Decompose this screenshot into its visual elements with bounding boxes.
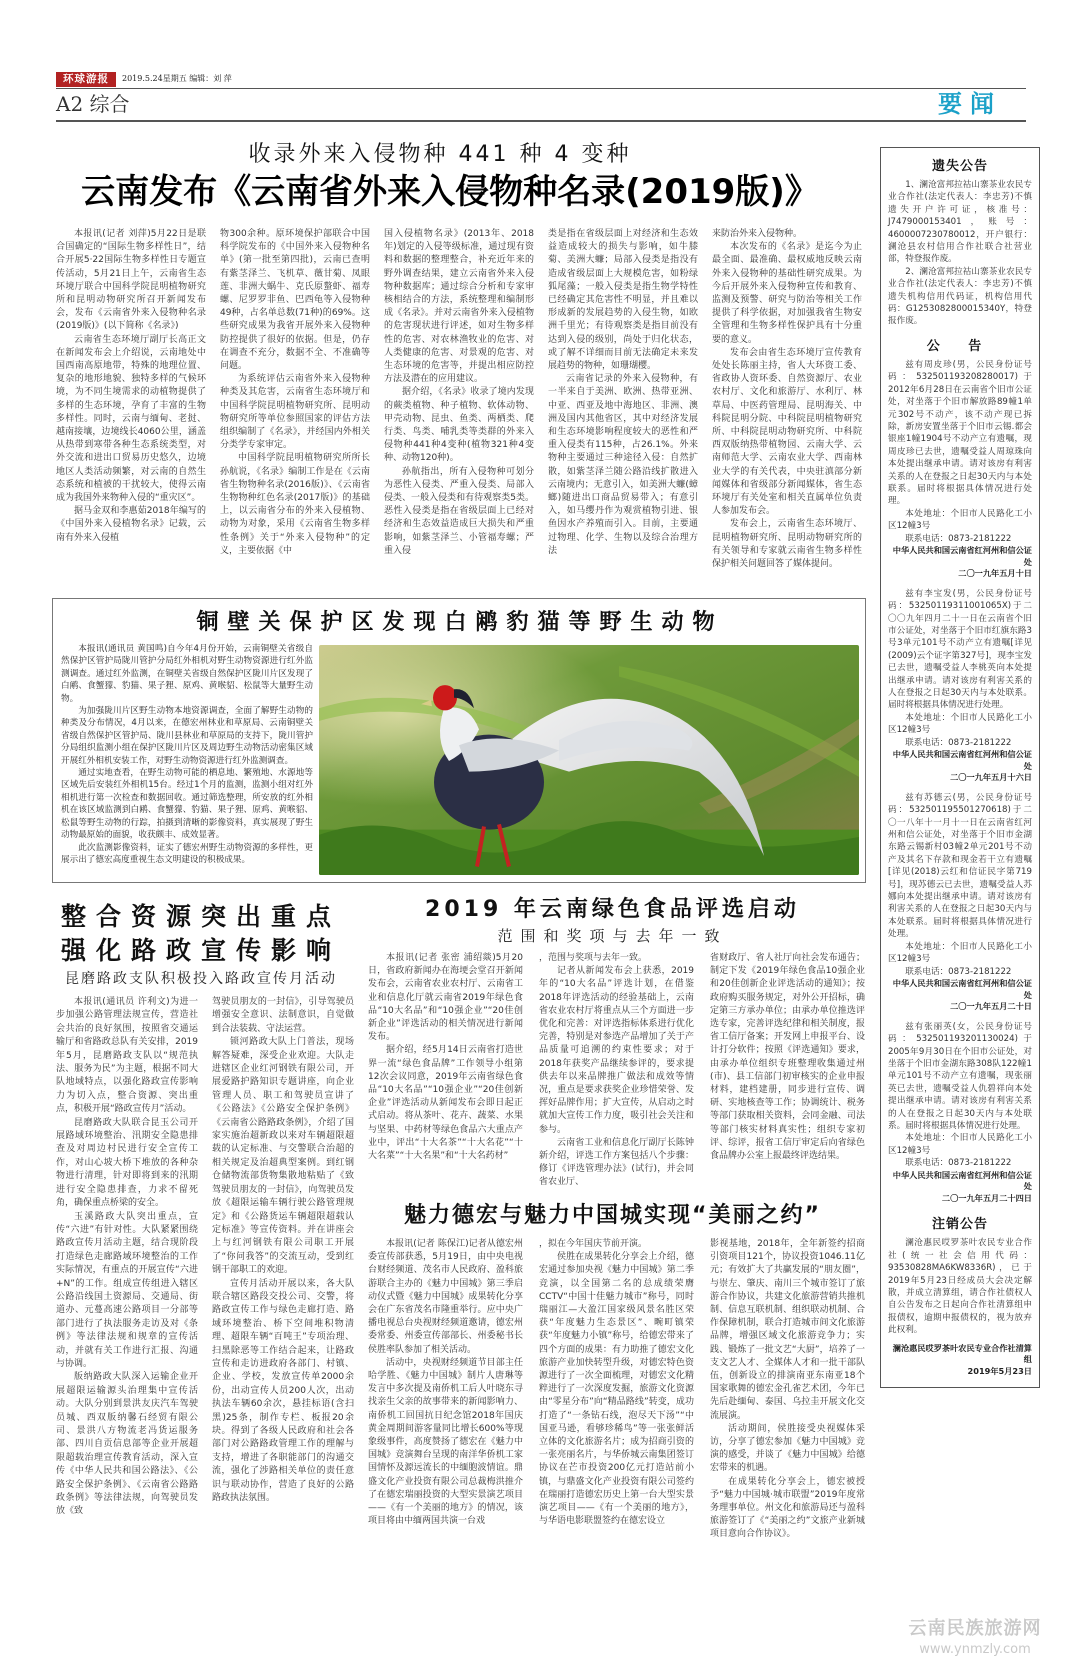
article-paragraph: 本报讯(记者 刘萍)5月22日是联合国确定的“国际生物多样性日”，结合开展5·22国际生物多样性日专题宣传活动，5月21日上午，云南省生态环境厅联合中国科学院昆明植物研究所和昆明动物研究所召开新闻发布会，发布《云南省外来入侵物种名录(2019版)》(以下简称《名录》) — [56, 229, 206, 332]
article-paragraph: 类是指在省级层面上对经济和生态效益造成较大的损失与影响，如牛膝菊、美洲大蠊；局部入侵类是指没有造成省级层面上大规模危害，如粉绿狐尾藻；一般入侵类是指生物学特性已经确定其危害性不明显，并且难以形成新的发展趋势的入侵生物，如欧洲千里光；有待观察类是指目前没有达到入侵的级别，尚处于归化状态，或了解不详细而目前无法确定未来发展趋势的物种，如珊瑚樱。 — [548, 229, 698, 372]
notice-address: 本处地址：个旧市人民路化工小区12幢3号 — [888, 508, 1032, 532]
lead-article-body — [56, 228, 868, 571]
dehong-headline: 魅力德宏与魅力中国城实现“美丽之约” — [404, 1203, 821, 1228]
page-number: A2 — [56, 92, 84, 116]
lost-notice — [888, 158, 1032, 328]
article-paragraph: 活动中，央视财经频道节目部主任哈学胜、《魅力中国城》制片人唐琳等发言中多次提及南侨机工后人叶晓东寻找亲生父亲的故事带来的新闻影响力、南侨机工回国抗日纪念馆2018年国庆黄金周期间游客量同比增长600%等现象级事件，高度赞扬了德宏在《魅力中国城》竞演舞台呈现的南洋华侨机工家国情怀及源远流长的中缅胞波情谊。鼎盛文化产业投资有限公司总裁梅洪推介了在德宏瑞丽投资的大型实景演艺项目——《有一个美丽的地方》的情况，该项目将由中缅两国共演一台戏 — [368, 1357, 523, 1527]
text-column — [384, 228, 534, 571]
article-paragraph: 据马金双和李惠茹2018年编写的《中国外来入侵植物名录》记载，云南有外来入侵植 — [56, 506, 206, 543]
notice-address: 本处地址：个旧市人民路化工小区12幢3号 — [888, 712, 1032, 736]
article-paragraph: 昆磨路政大队联合昆玉公司开展路域环境整治、汛期安全隐患排查及对周边村民进行安全宣传工作，对山心坡大桥下堆放的各种杂物进行清理，针对即将到来的汛期进行安全隐患排查，力求不留死角，确保重点桥梁的安全。 — [56, 1117, 198, 1209]
section-label — [56, 92, 130, 116]
road-headline — [56, 900, 346, 968]
road-headline-line1: 整合资源突出重点 — [60, 902, 341, 931]
article-paragraph: 发布会由省生态环境厅宣传教育处处长陈丽主持，省人大环资工委、省政协人资环委、自然资源厅、农业农村厅、文化和旅游厅、水利厅、林草局、中医药管理局、昆明海关、中科院昆明分院、中科院昆明植物研究所、中科院昆明动物研究所、中科院西双版纳热带植物园、云南大学、云南师范大学、云南农业大学、西南林业大学的有关代表，中央驻滇部分新闻媒体和省级部分新闻媒体，省生态环境厅有关处室和相关直属单位负责人参加发布会。 — [712, 347, 862, 517]
header-rule-bottom — [56, 120, 1026, 122]
article-paragraph: 中国科学院昆明植物研究所所长孙航说，《名录》编制工作是在《云南省生物物种名录(2016版)》、《云南省生物物种红色名录(2017版)》的基础上，以云南省分布的外来入侵植物、动物为对象，采用《云南省生物多样性条例》关于“外来入侵物种”的定义，主要依据《中 — [220, 453, 370, 556]
greenfood-headline: 2019 年云南绿色食品评选启动 — [425, 897, 800, 922]
article-paragraph: 通过实地查看，在野生动物可能的栖息地、繁殖地、水源地等区域先后安装红外相机15台。经过1个月的监测，监测小组对红外相机进行第一次检查和数据回收。通过筛选整理，所安放的红外相机在该区域监测到白鹇、食蟹獴、豹猫、果子狸、原鸡、黄喉貂、松鼠等野生动物的行踪，拍摄到清晰的影像资料，真实展现了野生动物最原始的面貌，收获颇丰、成效显著。 — [61, 768, 313, 841]
article-paragraph: 云南省工业和信息化厅副厅长陈钟新介绍，评选工作方案包括八个步骤：修订《评选管理办法》(试行)，并会同省农业厅、 — [539, 1137, 694, 1188]
text-column — [539, 952, 694, 1190]
notice-text: 兹有李宝发(男，公民身份证号码：53250119311001065X)于二〇〇九年四月二十一日在云南省个旧市公证处，对坐落于个旧市红旗东路3号3单元101号不动产立有遗嘱[详见(2009)云个证字第327号]，现李宝发已去世，遗嘱受益人李桃英向本处提出继承申请。请对该房有利害关系的人在登报之日起30天内与本处联系。届时将根据具体情况进行处理。 — [888, 588, 1032, 711]
section-name: 综合 — [89, 92, 130, 116]
article-paragraph: 为系统评估云南省外来入侵物种种类及其危害，云南省生态环境厅和中国科学院昆明植物研究所、昆明动物研究所等单位参照国家的评估方法组织编制了《名录》，并经国内外相关分类学专家审定。 — [220, 374, 370, 451]
dehong-article-body — [368, 1238, 865, 1542]
article-paragraph: 为加强陇川片区野生动物本地资源调查，全面了解野生动物的种类及分布情况，4月以来，在德宏州林业和草原局、云南铜壁关省级自然保护区管护局、陇川县林业和草原局的支持下，陇川管护分局组织监测小组在保护区陇川片区及周边野生动物活动密集区域开展红外相机安装工作，对野生动物资源进行红外监测调查。 — [61, 706, 313, 766]
notice-org: 中华人民共和国云南省红河州和信公证处 — [892, 749, 1032, 771]
article-paragraph: 据介绍，经5月14日云南省打造世界一流“绿色食品牌”工作领导小组第12次会议同意，2019年云南省绿色食品“10大名品”“10强企业”“20佳创新企业”评选活动从新闻发布会即日起正式启动。将从茶叶、花卉、蔬菜、水果与坚果、中药材等绿色食品六大重点产业中，评出“十大名茶”“十大名花”“十大名菜”“十大名果”和“十大名药材” — [368, 1045, 523, 1162]
cancel-notice-org: 澜沧惠民哎罗茶叶农民专业合作社清算组 — [892, 1342, 1032, 1365]
article-paragraph: 锁河路政大队上门普法，现场解答疑难，深受企业欢迎。大队走进辖区企业红河钢铁有限公司，开展爱路护路知识专题讲座，向企业管理人员、职工和驾驶员宣讲了《公路法》《公路安全保护条例》《云南省公路路政条例》，介绍了国家实施治超新政以来对车辆超限超载的认定标准、与交警联合治超的相关规定及治超典型案例。到红钢仓储物流部货物集散地粘贴了《致驾驶员朋友的一封信》，向驾驶员发放《超限运输车辆行驶公路管理规定》和《公路货运车辆超限超载认定标准》等宣传资料。并在讲座会上与红河钢铁有限公司职工开展了“你问我答”的交流互动，受到红钢干部职工的欢迎。 — [212, 1037, 354, 1276]
article-paragraph: 本报讯(通讯员 黄国鸣)自今年4月份开始，云南铜壁关省级自然保护区管护局陇川管护分局红外相机对野生动物资源进行红外监测调查。通过红外监测，在铜壁关省级自然保护区陇川片区发现了白鹇、食蟹獴、豹猫、果子狸、原鸡、黄喉貂、松鼠等大量野生动物。 — [61, 644, 313, 704]
notice-address: 本处地址：个旧市人民路化工小区12幢3号 — [888, 1133, 1032, 1156]
text-column — [220, 228, 370, 571]
cancel-notice-title: 注销公告 — [931, 1217, 988, 1233]
article-paragraph: 来防治外来入侵物种。 — [712, 229, 803, 239]
article-paragraph: 在成果转化分享会上，德宏被授予“魅力中国城·城市联盟”2019年度常务理事单位。州文化和旅游局还与盈科旅游签订了《“美丽之约”文旅产业新城项目意向合作协议》。 — [710, 1476, 865, 1540]
article-paragraph: 影视基地，2018年，全年新签约招商引资项目121个，协议投资1046.11亿元；有效扩大了共赢发展的“朋友圈”，与崇左、肇庆、南川三个城市签订了旅游合作协议，共建文化旅游营销共推机制、信息互联机制、组织联动机制、合作保障机制，联合打造城市间文化旅游品牌，增强区域文化旅游竞争力；实践、锻炼了一批文艺“大厨”，培养了一支文艺人才、全媒体人才和一批干部队伍，创新设立的排演南亚东南亚18个国家歌舞的德宏金孔雀艺术团，今年已先后赴缅甸、泰国、乌拉圭开展文化交流展演。 — [710, 1239, 865, 1421]
text-column — [539, 1238, 694, 1542]
wildlife-article-box — [52, 598, 866, 883]
notice-org: 中华人民共和国云南省红河州和信公证处 — [892, 544, 1032, 567]
notice-date: 二〇一九年五月二十四日 — [941, 1192, 1032, 1203]
article-paragraph: 记者从新闻发布会上获悉，2019年的“10大名品”评选计划，在借鉴2018年评选活动的经验基础上，云南省农业农村厅将重点从三个方面进一步优化和完善：对评选指标体系进行优化完善，特别是对参选产品增加了关于产品质量可追溯的约束性要求；对于2018年获奖产品继续参评的，要求提供去年以来品牌推广做法和成效等情况，重点是要求获奖企业珍惜荣誉、发挥好品牌作用；扩大宣传，从启动之时就加大宣传工作力度，吸引社会关注和参与。 — [539, 966, 694, 1135]
notice-date: 二〇一九年五月十日 — [958, 568, 1032, 579]
issue-date-editor: 2019.5.24星期五 编辑：刘 萍 — [122, 74, 232, 83]
article-paragraph: 版纳路政大队深入运输企业开展超限运输源头治理集中宣传活动。大队分别到景洪友庆汽车驾驶员城、西双版纳馨石经贸有限公司、景洪八方物流老冯货运服务部、四川自贡信息部等企业开展超限超载治理宣传教育活动，深入宣传《中华人民共和国公路法》、《公路安全保护条例》、《云南省公路路政条例》等法律法规，向驾驶员发放《致 — [56, 1372, 198, 1517]
article-paragraph: 发布会上，云南省生态环境厅、昆明植物研究所、昆明动物研究所的有关领导和专家就云南省生物多样性保护相关问题回答了媒体提问。 — [712, 519, 862, 570]
lost-notice-item: 1、澜沧富邦拉祜山寨茶业农民专业合作社(法定代表人：李忠芳)不慎遗失开户许可证，核准号：J7479000153401，账号：4600007230780012，开户银行：澜沧县农村信用合作社联合社营业部，特登报作废。 — [888, 180, 1032, 265]
article-paragraph: 国入侵植物名录》(2013年、2018年)划定的入侵等级标准，通过现有资料和数据的整理整合，补充近年来的野外调查结果，建立云南省外来入侵物种数据库；通过综合分析和专家审核相结合的方法，系统整理和编制形成《名录》。并对云南省外来入侵植物的危害现状进行评述，如对生物多样性的危害、对农林渔牧业的危害、对人类健康的危害、对景观的危害、对生态环境的危害等，并提出相应防控方法及潜在的应用建议。 — [384, 229, 534, 385]
article-paragraph: 宣传月活动开展以来，各大队联合辖区路段交投公司、交警，将路政宣传工作与绿色走廊打造、路域环境整治、桥下空间堆积物清理、超限车辆“百吨王”专项治理、扫黑除恶等工作结合起来，让路政宣传和走访进政府各部门、村镇、企业、学校，发放宣传单2000余份，出动宣传人员200人次，出动执法车辆60余次，悬挂标语(含扫黑)25条，制作专栏、板报20余块。得到了各级人民政府和社会各部门对公路路政管理工作的理解与支持，增进了各职能部门的沟通交流，强化了涉路相关单位的责任意识与联动协作，营造了良好的公路路政执法氛围。 — [212, 1278, 354, 1504]
notice-text: 兹有张丽英(女，公民身份证号码：532501193201130024)于2005年9月30日在个旧市公证处，对坐落于个旧市金湖东路308队122幢1单元101号不动产立有遗嘱，现张丽英已去世，遗嘱受益人仇碧祥向本处提出继承申请。请对该房有利害关系的人在登报之日起30天内与本处联系。届时将根据具体情况进行处理。 — [888, 1021, 1032, 1131]
article-paragraph: 本报讯(通讯员 许利文)为进一步加强公路管理法规宣传，营造社会共治的良好氛围，按照省交通运输厅和省路政总队有关安排，2019年5月，昆磨路政支队以“规范执法、服务为民”为主题，根据不同大队地域特点，以强化路政宣传影响力为切入点，整合资源、突出重点，积极开展“路政宣传月”活动。 — [56, 997, 198, 1115]
notices-sidebar — [880, 147, 1040, 1388]
notice-phone: 联系电话：0873-2181222 — [905, 737, 1012, 748]
road-headline-line2: 强化路政宣传影响 — [60, 936, 341, 965]
text-column — [548, 228, 698, 571]
notice-phone: 联系电话：0873-2181222 — [905, 966, 1012, 977]
watermark-name: 云南民族旅游网 — [908, 1618, 1042, 1639]
text-column — [56, 228, 206, 571]
road-article-body — [56, 996, 354, 1519]
article-paragraph: 本报讯(记者 张密 浦绍燚)5月20日，省政府新闻办在海埂会堂召开新闻发布会，云南省农业农村厅、云南省工业和信息化厅就云南省2019年绿色食品“10大名品”和“10强企业”“20佳创新企业”评选活动的相关情况进行新闻发布。 — [368, 953, 523, 1043]
text-column — [710, 952, 865, 1190]
article-paragraph: 据介绍，《名录》收录了境内发现的蕨类植物、种子植物、软体动物、甲壳动物、昆虫、鱼类、两栖类、爬行类、鸟类、哺乳类等类群的外来入侵物种441种4变种(植物321种4变种、动物120种)。 — [384, 387, 534, 464]
public-notice-entry — [888, 1021, 1032, 1205]
article-paragraph: 孙航指出，所有入侵物种可划分为恶性入侵类、严重入侵类、局部入侵类、一般入侵类和有待观察类5类。恶性入侵类是指在省级层面上已经对经济和生态效益造成巨大损失和严重影响，如紫茎泽兰、小管福寿螺；严重入侵 — [384, 466, 534, 556]
article-paragraph: 云南省记录的外来入侵物种，有一半来自于美洲、欧洲、热带亚洲、中亚、西亚及地中海地区、非洲、澳洲及国内其他省区，其中对经济发展和生态环境影响程度较大的恶性和严重入侵类有115种，占26.1%。外来物种主要通过三种途径入侵：自然扩散，如紫茎泽兰随公路沿线扩散进入云南境内；无意引入，如美洲大蠊(蟑螂)随进出口商品贸易带入；有意引入，如马缨丹作为观赏植物引进、银鱼因水产养殖而引入。目前，主要通过物理、化学、生物以及综合治理方法 — [548, 374, 698, 556]
text-column — [368, 1238, 523, 1542]
watermark-url: www.ynmzly.com — [919, 1642, 1031, 1657]
lost-notice-title: 遗失公告 — [931, 159, 988, 174]
lead-headline: 云南发布《云南省外来入侵物种名录(2019版)》 — [81, 172, 819, 212]
notice-date: 二〇一九年五月二十日 — [950, 1001, 1032, 1012]
text-column — [61, 643, 313, 866]
section-tag: 要闻 — [938, 90, 1002, 118]
greenfood-subhead: 范围和奖项与去年一致 — [497, 927, 728, 945]
cancel-notice-text: 澜沧惠民哎罗茶叶农民专业合作社(统一社会信用代码：93530828MA6KW8336R)，已于2019年5月23日经成员大会决定解散，并成立清算组，请合作社债权人自公告发布之日起向合作社清算组申报债权，逾期申报债权的，视为放弃此权利。 — [888, 1238, 1032, 1336]
cancel-notice-date: 2019年5月23日 — [967, 1365, 1032, 1376]
notice-phone: 联系电话：0873-2181222 — [905, 533, 1012, 544]
text-column — [56, 996, 198, 1519]
cancel-notice — [888, 1216, 1032, 1377]
article-paragraph: 侯胜在成果转化分享会上介绍，德宏通过参加央视《魅力中国城》第二季竞演，以全国第二名的总成绩荣膺CCTV“中国十佳魅力城市”称号，同时瑞丽江—大盈江国家级风景名胜区荣获“年度魅力生态景区”、畹町镇荣获“年度魅力小镇”称号，给德宏带来了四个方面的成果：有力助推了德宏文化旅游产业加快转型升级，对德宏特色资源进行了一次全面梳理，对德宏文化精粹进行了一次深度发掘，旅游文化资源由“零星分布”向“精品路线”转变，成功打造了“一条钻石线，泡尽天下汤”“中国亚马逊，看够珍稀鸟”等一张张鲜活立体的文化旅游名片；成为招商引资的一张亮丽名片，与华侨城云南集团签订协议在芒市投资200亿元打造站前小镇，与鼎盛文化产业投资有限公司签约在瑞丽打造德宏历史上第一台大型实景演艺项目——《有一个美丽的地方》，与华语电影联盟签约在德宏设立 — [539, 1252, 694, 1527]
lead-kicker: 收录外来入侵物种 441 种 4 变种 — [248, 142, 632, 167]
article-paragraph: 云南省生态环境厅副厅长高正文在新闻发布会上介绍说，云南地处中国西南高原地带，特殊的地理位置、复杂的地形地貌、独特多样的气候环境，为不同生境需求的动植物提供了多样的生态环境，孕育了丰富的生物多样性。同时，云南与缅甸、老挝、越南接壤，边境线长4060公里，涵盖从热带到寒带各种生态系统类型，对外交流和进出口贸易历史悠久，边境地区人类活动频繁，对云南的自然生态系统和植被的干扰较大，使得云南成为我国外来物种入侵的“重灾区”。 — [56, 334, 206, 504]
article-paragraph: 驾驶员朋友的一封信》，引导驾驶员增强安全意识、法制意识，自觉做到合法装载、守法运营。 — [212, 997, 354, 1034]
notice-phone: 联系电话：0873-2181222 — [905, 1158, 1012, 1169]
road-subhead: 昆磨路政支队积极投入路政宣传月活动 — [65, 971, 337, 987]
wildlife-headline: 铜壁关保护区发现白鹇豹猫等野生动物 — [196, 610, 724, 635]
notice-text: 兹有周皮珍(男，公民身份证号码：532501193208280017)于2012年6月28日在云南省个旧市公证处，对坐落于个旧市解放路89幢1单元302号不动产，该不动产现已拆除，新房安置坐落于个旧市云锡.都会银座1幢1904号不动产立有遗嘱，现周皮珍已去世，遗嘱受益人周琼珠向本处提出继承申请。请对该房有利害关系的人在登报之日起30天内与本处联系。届时将根据具体情况进行处理。 — [888, 359, 1032, 507]
public-notice-entry — [888, 359, 1032, 580]
header-rule-top — [56, 88, 1026, 89]
notice-org: 中华人民共和国云南省红河州和信公证处 — [892, 1169, 1032, 1192]
public-notice — [888, 338, 1032, 1204]
wildlife-article-body — [61, 643, 313, 866]
article-paragraph: 省财政厅、省人社厅向社会发布通告；制定下发《2019年绿色食品10强企业和20佳创新企业评选活动的通知》；按政府购买服务规定，对外公开招标，确定第三方承办单位；由承办单位推选评选专家，完善评选纪律和相关制度，报省工信厅备案；开发网上申报平台、设计打分软件；按照《评选通知》要求，由承办单位组织专班整理收集通过州(市)、县工信部门初审核实的企业申报材料，建档建册，同步进行宣传、调研、实地核查等工作；协调统计、税务等部门获取相关资料，会同金融、司法等部门核实材料真实性；组织专家初评、综评，报省工信厅审定后向省绿色食品牌办公室上报最终评选结果。 — [710, 953, 865, 1162]
public-notice-entry — [888, 588, 1032, 784]
article-paragraph: 玉溪路政大队突出重点，宣传“六进”有针对性。大队紧紧围绕路政宣传月活动主题，结合现阶段打造绿色走廊路域环境整治的工作实际情况，有重点的开展宣传“六进+N”的工作。组成宣传组进入辖区公路沿线国土资源局、交通局、街道办、元蔓高速公路项目一分部等部门进行了执法服务走访及对《条例》等法律法规和规章的宣传活动，并就有关工作进行汇报、沟通与协调。 — [56, 1211, 198, 1369]
public-notice-entry — [888, 792, 1032, 1013]
article-paragraph: 活动期间，侯胜接受央视媒体采访，分享了德宏参加《魅力中国城》竞演的感受，并谈了《魅力中国城》给德宏带来的机遇。 — [710, 1423, 865, 1474]
lost-notice-item: 2、澜沧富邦拉祜山寨茶业农民专业合作社(法定代表人：李忠芳)不慎遗失机构信用代码证，机构信用代码：G1253082800015340Y，特登报作废。 — [888, 266, 1032, 327]
notice-date: 二〇一九年五月十六日 — [950, 772, 1032, 783]
newspaper-logo: 环球游报 — [56, 72, 116, 87]
notice-address: 本处地址：个旧市人民路化工小区12幢3号 — [888, 941, 1032, 965]
article-paragraph: ，拟在今年国庆节前开演。 — [539, 1239, 648, 1249]
silver-pheasant-photo — [319, 645, 859, 875]
public-notice-title: 公 告 — [926, 338, 994, 354]
text-column — [212, 996, 354, 1519]
article-paragraph: 此次监测影像资料，证实了德宏州野生动物资源的多样性，更展示出了德宏高度重视生态文明建设的积极成果。 — [61, 842, 313, 865]
greenfood-article-body — [368, 952, 865, 1190]
article-paragraph: 物300余种。原环境保护部联合中国科学院发布的《中国外来入侵物种名单》(第一批至第四批)，云南已查明有紫茎泽兰、飞机草、薇甘菊、凤眼莲、非洲大蜗牛、克氏原螯虾、福寿螺、尼罗罗非鱼、巴西龟等入侵物种49种，占名单总数(71种)的69%。这些研究成果为我省开展外来入侵物种防控提供了很好的依据。但是，仍存在调查不充分，数据不全、不准确等问题。 — [220, 229, 370, 372]
text-column — [712, 228, 862, 571]
text-column — [368, 952, 523, 1190]
text-column — [710, 1238, 865, 1542]
article-paragraph: ，范围与奖项与去年一致。 — [539, 953, 648, 963]
pheasant-image — [319, 645, 859, 875]
notice-org: 中华人民共和国云南省红河州和信公证处 — [892, 977, 1032, 1000]
article-paragraph: 本报讯(记者 陈保江)记者从德宏州委宣传部获悉，5月19日，由中央电视台财经频道、茂名市人民政府、盈科旅游联合主办的《魅力中国城》第三季启动仪式暨《魅力中国城》成果转化分享会在广东省茂名市隆重举行。应中央广播电视总台央视财经频道邀请，德宏州委常委、州委宣传部部长、州委秘书长侯胜率队参加了相关活动。 — [368, 1239, 523, 1355]
notice-text: 兹有苏德云(男，公民身份证号码：532501195501270618)于二〇一八年十一月十一日在云南省红河州和信公证处，对坐落于个旧市金湖东路云锡新村03幢2单元201号不动产及其名下存款和现金若干立有遗嘱[详见(2018)云红和信证民字第719号]，现苏德云已去世，遗嘱受益人苏娜向本处提出继承申请。请对该房有利害关系的人在登报之日起30天内与本处联系。届时将根据具体情况进行处理。 — [888, 792, 1032, 940]
article-paragraph: 本次发布的《名录》是迄今为止最全面、最准确、最权威地反映云南外来入侵物种的基础性研究成果。为今后开展外来入侵物种宣传和教育、监测及预警、研究与防治等相关工作提供了科学依据，对加强我省生物安全管理和生物多样性保护具有十分重要的意义。 — [712, 242, 862, 345]
